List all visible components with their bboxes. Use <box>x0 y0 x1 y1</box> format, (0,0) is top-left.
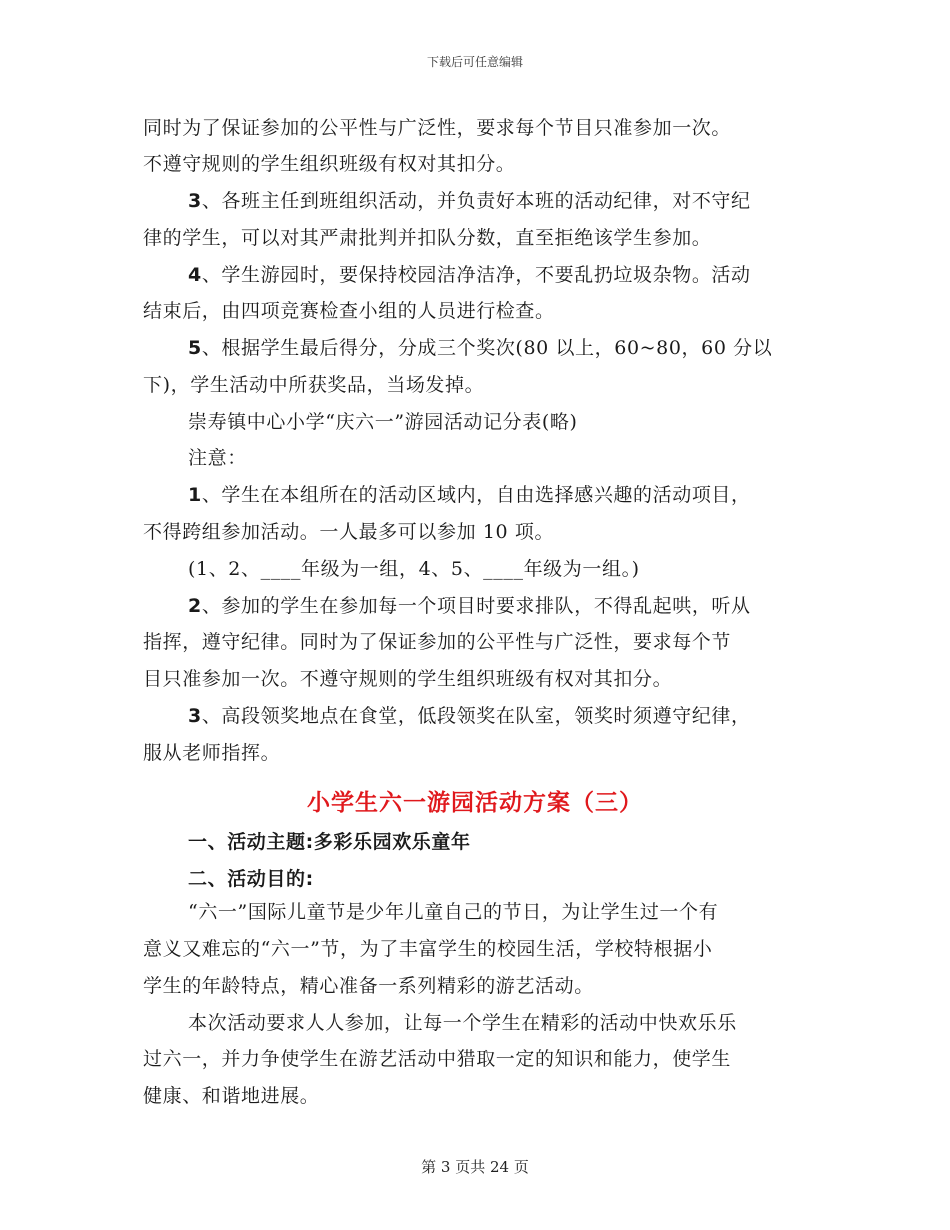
item-number: 5 <box>188 337 202 359</box>
item-text: 、各班主任到班组织活动，并负责好本班的活动纪律，对不守纪 <box>201 190 751 212</box>
body-line: 指挥，遵守纪律。同时为了保证参加的公平性与广泛性，要求每个节 <box>143 631 732 653</box>
numbered-item <box>188 336 772 360</box>
score-table-note: 崇寿镇中心小学“庆六一”游园活动记分表(略) <box>188 411 578 433</box>
section-title: 小学生六一游园活动方案（三） <box>307 790 643 816</box>
paragraph-line: 过六一，并力争使学生在游艺活动中猎取一定的知识和能力，使学生 <box>143 1048 732 1070</box>
body-line: 结束后，由四项竞赛检查小组的人员进行检查。 <box>143 300 555 322</box>
numbered-item <box>188 263 751 287</box>
body-line: 同时为了保证参加的公平性与广泛性，要求每个节目只准参加一次。 <box>143 117 732 139</box>
body-line: 律的学生，可以对其严肃批判并扣队分数，直至拒绝该学生参加。 <box>143 227 712 249</box>
activity-purpose-heading: 二、活动目的: <box>188 868 314 890</box>
item-text: 、高段领奖地点在食堂，低段领奖在队室，领奖时须遵守纪律， <box>201 705 751 727</box>
paragraph-line: 学生的年龄特点，精心准备一系列精彩的游艺活动。 <box>143 975 594 997</box>
body-line: 目只准参加一次。不遵守规则的学生组织班级有权对其扣分。 <box>143 668 673 690</box>
numbered-item <box>188 483 751 507</box>
item-number: 1 <box>188 484 202 506</box>
paragraph-line: 本次活动要求人人参加，让每一个学生在精彩的活动中快欢乐乐 <box>188 1012 737 1034</box>
numbered-item <box>188 704 751 728</box>
page-number-footer: 第 3 页共 24 页 <box>421 1158 529 1176</box>
item-number: 3 <box>188 190 202 212</box>
item-number: 2 <box>188 595 202 617</box>
item-number: 4 <box>188 264 202 286</box>
numbered-item <box>188 594 751 618</box>
notice-label: 注意： <box>188 447 247 469</box>
item-text: 、学生在本组所在的活动区域内，自由选择感兴趣的活动项目， <box>201 484 751 506</box>
item-text: 、学生游园时，要保持校园洁净洁净，不要乱扔垃圾杂物。活动 <box>201 264 751 286</box>
item-number: 3 <box>188 705 202 727</box>
body-line: 不遵守规则的学生组织班级有权对其扣分。 <box>143 153 516 175</box>
item-text: 、根据学生最后得分，分成三个奖次(80 以上，60~80，60 分以 <box>201 337 773 359</box>
activity-theme-heading: 一、活动主题:多彩乐园欢乐童年 <box>188 831 471 853</box>
item-text: 、参加的学生在参加每一个项目时要求排队，不得乱起哄，听从 <box>201 595 751 617</box>
paragraph-line: “六一”国际儿童节是少年儿童自己的节日，为让学生过一个有 <box>188 901 719 923</box>
page-header-note: 下载后可任意编辑 <box>426 55 523 69</box>
numbered-item <box>188 189 751 213</box>
paragraph-line: 意义又难忘的“六一”节，为了丰富学生的校园生活，学校特根据小 <box>143 938 713 960</box>
body-line: 不得跨组参加活动。一人最多可以参加 10 项。 <box>143 521 555 543</box>
grade-group-line: (1、2、____年级为一组，4、5、____年级为一组。) <box>188 558 640 580</box>
body-line: 下)，学生活动中所获奖品，当场发掉。 <box>143 374 485 396</box>
body-line: 服从老师指挥。 <box>143 742 281 764</box>
paragraph-line: 健康、和谐地进展。 <box>143 1085 320 1107</box>
